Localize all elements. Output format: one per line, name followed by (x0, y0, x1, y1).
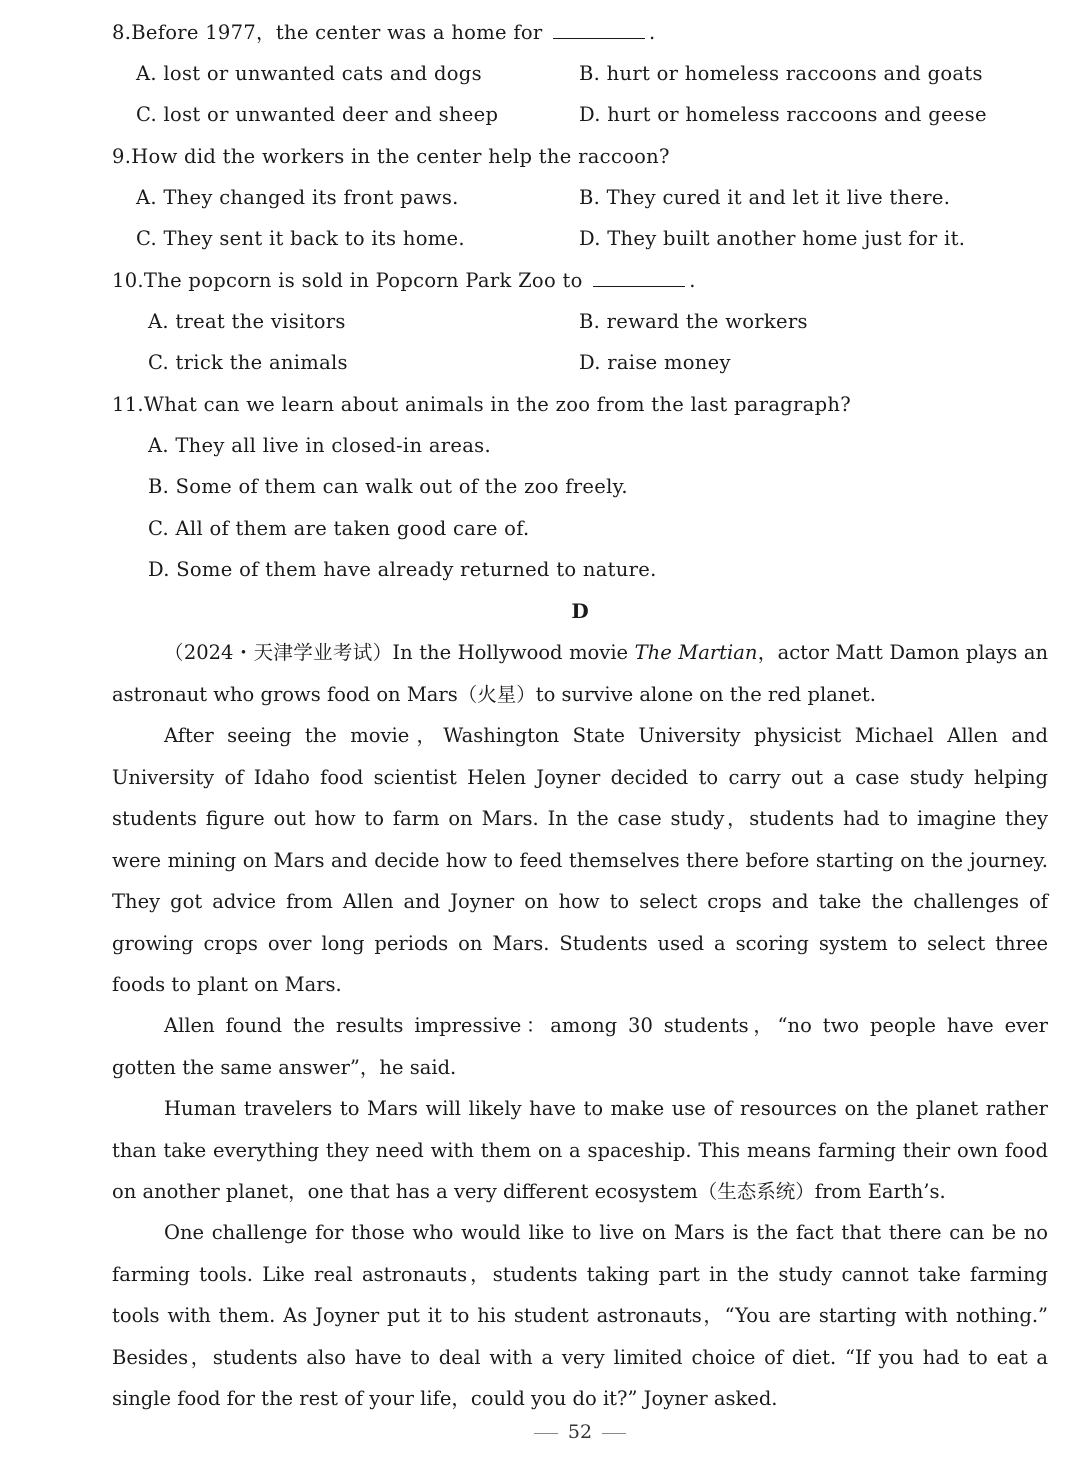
question-9 (112, 143, 670, 171)
paragraph-4: Human travelers to Mars will likely have to make use of resources on the planet rather than take everything they need with them on a spaceship. This means farming their own food on another planet，one that has a very different ecosystem（生态系统）from Earth’s. (112, 1097, 1048, 1203)
question-stem: Before 1977，the center was a home for (131, 21, 543, 44)
question-10: 10.The popcorn is sold in Popcorn Park Zoo to . (112, 269, 696, 292)
question-number: 11. (112, 393, 144, 416)
option-c: C. trick the animals (148, 351, 348, 374)
answer-blank (593, 268, 685, 287)
option-d: D. They built another home just for it. (579, 227, 966, 250)
source-note: （2024・天津学业考试） (164, 641, 393, 664)
option-a: A. treat the visitors (148, 310, 346, 333)
question-stem: What can we learn about animals in the zoo from the last paragraph? (143, 393, 851, 416)
question-number: 9. (112, 145, 132, 168)
footer-dash-left (534, 1433, 558, 1434)
movie-title: The Martian (634, 641, 758, 664)
section-title: D (571, 599, 589, 623)
option-b: B. hurt or homeless raccoons and goats (579, 62, 983, 85)
option-a: A. They all live in closed-in areas. (148, 434, 491, 457)
footer-dash-right (602, 1433, 626, 1434)
question-stem: How did the workers in the center help the raccoon? (131, 145, 670, 168)
question-number: 10. (112, 269, 144, 292)
option-b: B. They cured it and let it live there. (579, 186, 951, 209)
answer-blank (553, 20, 645, 39)
paragraph-3: Allen found the results impressive：among 30 students，“no two people have ever gotten the same answer”，he said. (112, 1014, 1048, 1079)
option-b: B. Some of them can walk out of the zoo freely. (148, 475, 628, 498)
option-d: D. raise money (579, 351, 731, 374)
page-footer (0, 1418, 1068, 1446)
option-a: A. lost or unwanted cats and dogs (136, 62, 482, 85)
question-8: 8.Before 1977，the center was a home for . (112, 21, 656, 44)
option-c: C. lost or unwanted deer and sheep (136, 103, 499, 126)
option-c: C. They sent it back to its home. (136, 227, 465, 250)
paragraph-5: One challenge for those who would like to live on Mars is the fact that there can be no farming tools. Like real astronauts，students taking part in the study cannot take farming tools with them. As Joyner put it to his student astronauts，“You are starting with nothing.” Besides，students also have to deal with a very limited choice of diet. “If you had to eat a single food for the rest of your life，could you do it?” Joyner asked. (112, 1221, 1048, 1410)
question-stem: The popcorn is sold in Popcorn Park Zoo to (143, 269, 583, 292)
paragraph-2: After seeing the movie，Washington State University physicist Michael Allen and University of Idaho food scientist Helen Joyner decided to carry out a case study helping students figure out how to farm on Mars. In the case study，students had to imagine they were mining on Mars and decide how to feed themselves there before starting on the journey. They got advice from Allen and Joyner on how to select crops and take the challenges of growing crops over long periods on Mars. Students used a scoring system to select three foods to plant on Mars. (112, 724, 1048, 996)
option-c: C. All of them are taken good care of. (148, 517, 530, 540)
option-a: A. They changed its front paws. (136, 186, 459, 209)
question-11 (112, 391, 851, 419)
paragraph-1: （2024・天津学业考试）In the Hollywood movie The Martian，actor Matt Damon plays an astronaut who grows food on Mars（火星）to survive alone on the red planet. (112, 641, 1049, 706)
page-number: 52 (567, 1421, 593, 1443)
question-number: 8. (112, 21, 132, 44)
option-b: B. reward the workers (579, 310, 808, 333)
option-d: D. Some of them have already returned to nature. (148, 558, 657, 581)
option-d: D. hurt or homeless raccoons and geese (579, 103, 987, 126)
